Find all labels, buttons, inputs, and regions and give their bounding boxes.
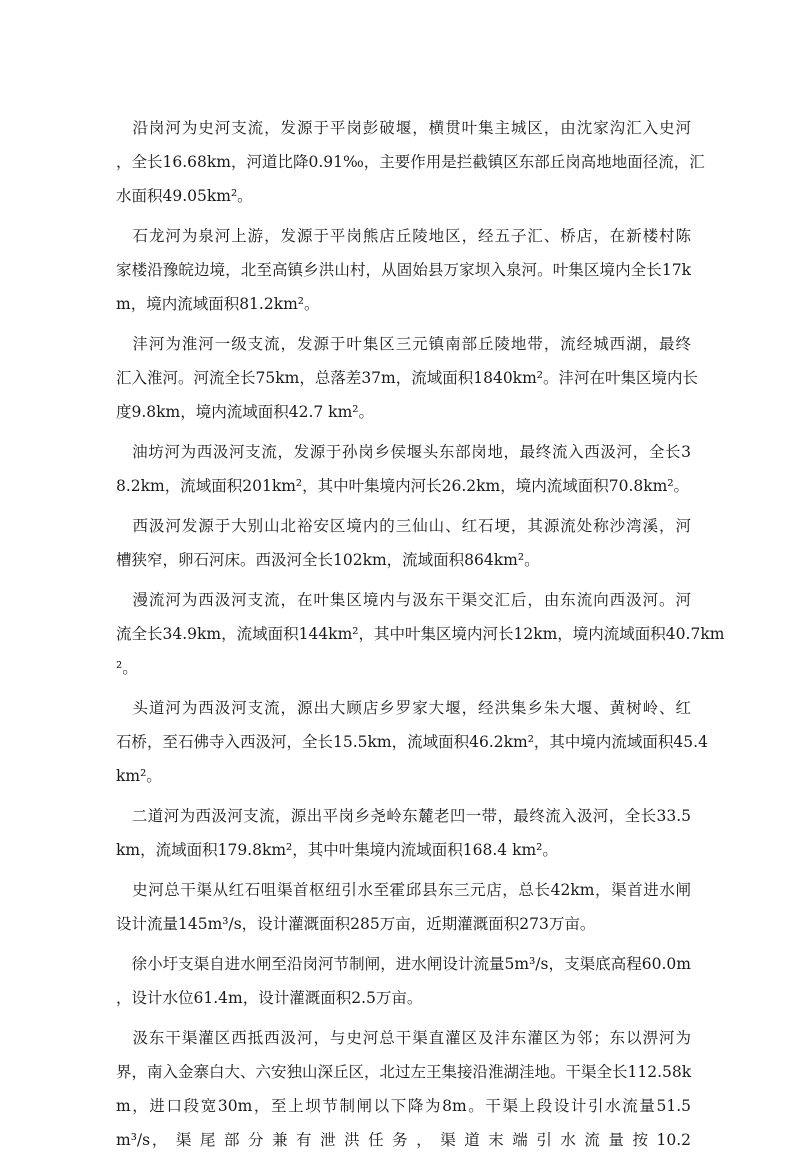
text-line: 度9.8km，境内流域面积42.7 km²。: [116, 403, 374, 421]
paragraph: [116, 799, 691, 867]
text-line: 汲东干渠灌区西抵西汲河，与史河总干渠直灌区及沣东灌区为邻；东以淠河为: [116, 1029, 691, 1047]
text-line: 漫流河为西汲河支流，在叶集区境内与汲东干渠交汇后，由东流向西汲河。河: [116, 591, 691, 609]
text-line: 8.2km，流域面积201km²，其中叶集境内河长26.2km，境内流域面积70.8km²。: [116, 477, 690, 495]
text-line: 西汲河发源于大别山北裕安区境内的三仙山、红石埂，其源流处称沙湾溪，河: [116, 517, 691, 535]
text-line: km²。: [116, 767, 162, 785]
text-line: 头道河为西汲河支流，源出大顾店乡罗家大堰，经洪集乡朱大堰、黄树岭、红: [116, 699, 691, 717]
text-line: ²。: [116, 659, 138, 677]
text-line: 界，南入金寨白大、六安独山深丘区，北过左王集接沿淮湖洼地。干渠全长112.58k: [116, 1063, 692, 1081]
text-line: 史河总干渠从红石咀渠首枢纽引水至霍邱县东三元店，总长42km，渠首进水闸: [116, 881, 691, 899]
paragraph: [116, 219, 691, 321]
text-line: 汇入淮河。河流全长75km，总落差37m，流域面积1840km²。沣河在叶集区境内长: [116, 369, 698, 387]
paragraph: [116, 873, 691, 941]
text-line: ，全长16.68km，河道比降0.91‰，主要作用是拦截镇区东部丘岗高地地面径流，汇: [116, 153, 705, 171]
paragraph: [116, 691, 708, 793]
text-line: ，设计水位61.4m，设计灌溉面积2.5万亩。: [116, 989, 423, 1007]
paragraph: [116, 509, 691, 577]
text-line: km，流域面积179.8km²，其中叶集境内流域面积168.4 km²。: [116, 841, 558, 859]
text-line: 油坊河为西汲河支流，发源于孙岗乡侯堰头东部岗地，最终流入西汲河，全长3: [116, 443, 691, 461]
text-line: 徐小圩支渠自进水闸至沿岗河节制闸，进水闸设计流量5m³/s，支渠底高程60.0m: [116, 955, 691, 973]
text-line: 水面积49.05km²。: [116, 187, 253, 205]
paragraph: [116, 435, 691, 503]
text-line: m³/s， 渠 尾 部 分 兼 有 泄 洪 任 务 ， 渠 道 末 端 引 水 流 量 按 10.2: [116, 1131, 691, 1149]
paragraph: [116, 111, 705, 213]
paragraph: [116, 1021, 691, 1157]
document-body: [116, 111, 725, 1157]
paragraph: [116, 327, 698, 429]
text-line: 流全长34.9km，流域面积144km²，其中叶集区境内河长12km，境内流域面积40.7km: [116, 625, 725, 643]
text-line: 设计流量145m³/s，设计灌溉面积285万亩，近期灌溉面积273万亩。: [116, 915, 596, 933]
text-line: 石龙河为泉河上游，发源于平岗熊店丘陵地区，经五子汇、桥店，在新楼村陈: [116, 227, 691, 245]
paragraph: [116, 947, 691, 1015]
text-line: m，境内流域面积81.2km²。: [116, 295, 320, 313]
text-line: m，进口段宽30m，至上坝节制闸以下降为8m。干渠上段设计引水流量51.5: [116, 1097, 691, 1115]
text-line: 沣河为淮河一级支流，发源于叶集区三元镇南部丘陵地带，流经城西湖，最终: [116, 335, 691, 353]
text-line: 沿岗河为史河支流，发源于平岗彭破堰，横贯叶集主城区，由沈家沟汇入史河: [116, 119, 691, 137]
text-line: 槽狭窄，卵石河床。西汲河全长102km，流域面积864km²。: [116, 551, 540, 569]
text-line: 二道河为西汲河支流，源出平岗乡尧岭东麓老凹一带，最终流入汲河，全长33.5: [116, 807, 691, 825]
paragraph: [116, 583, 725, 685]
text-line: 家楼沿豫皖边境，北至高镇乡洪山村，从固始县万家坝入泉河。叶集区境内全长17k: [116, 261, 691, 279]
text-line: 石桥，至石佛寺入西汲河，全长15.5km，流域面积46.2km²，其中境内流域面积45.4: [116, 733, 708, 751]
